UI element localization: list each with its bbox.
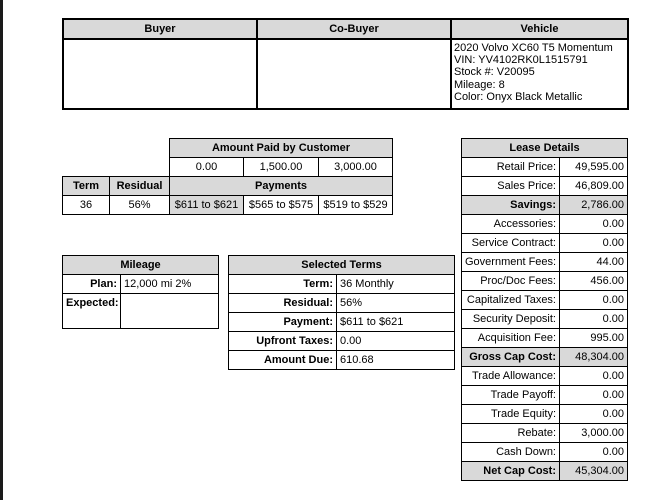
sales-price-label: Sales Price: xyxy=(462,177,560,196)
vehicle-info-cell xyxy=(451,39,628,109)
blank-cell xyxy=(63,139,110,158)
payment-range[interactable]: $519 to $529 xyxy=(319,196,393,215)
trade-equity-label: Trade Equity: xyxy=(462,405,560,424)
acquisition-fee-label: Acquisition Fee: xyxy=(462,329,560,348)
blank-cell xyxy=(110,158,170,177)
cobuyer-header: Co-Buyer xyxy=(257,19,451,39)
mileage-header: Mileage xyxy=(63,256,219,275)
trade-equity-value: 0.00 xyxy=(560,405,628,424)
expected-label: Expected: xyxy=(63,294,121,329)
savings-value: 2,786.00 xyxy=(560,196,628,215)
retail-price-value: 49,595.00 xyxy=(560,158,628,177)
payment-grid-table xyxy=(62,138,393,215)
service-contract-label: Service Contract: xyxy=(462,234,560,253)
residual-value: 56% xyxy=(110,196,170,215)
retail-price-label: Retail Price: xyxy=(462,158,560,177)
buyer-cell xyxy=(63,39,257,109)
buyer-vehicle-table xyxy=(62,18,629,110)
service-contract-value: 0.00 xyxy=(560,234,628,253)
accessories-value: 0.00 xyxy=(560,215,628,234)
lease-details-header: Lease Details xyxy=(462,139,628,158)
residual-value: 56% xyxy=(337,294,455,313)
mileage-table xyxy=(62,255,219,329)
upfront-taxes-label: Upfront Taxes: xyxy=(229,332,337,351)
blank-cell xyxy=(63,158,110,177)
plan-value: 12,000 mi 2% xyxy=(121,275,219,294)
amount-due-value: 610.68 xyxy=(337,351,455,370)
capitalized-taxes-label: Capitalized Taxes: xyxy=(462,291,560,310)
payment-label: Payment: xyxy=(229,313,337,332)
net-cap-cost-label: Net Cap Cost: xyxy=(462,462,560,481)
government-fees-value: 44.00 xyxy=(560,253,628,272)
residual-label: Residual: xyxy=(229,294,337,313)
cash-down-label: Cash Down: xyxy=(462,443,560,462)
trade-allowance-value: 0.00 xyxy=(560,367,628,386)
sales-price-value: 46,809.00 xyxy=(560,177,628,196)
savings-label: Savings: xyxy=(462,196,560,215)
lease-details-table xyxy=(461,138,628,481)
term-label: Term: xyxy=(229,275,337,294)
term-header: Term xyxy=(63,177,110,196)
trade-payoff-label: Trade Payoff: xyxy=(462,386,560,405)
term-value: 36 xyxy=(63,196,110,215)
proc-doc-fees-value: 456.00 xyxy=(560,272,628,291)
upfront-taxes-value: 0.00 xyxy=(337,332,455,351)
gross-cap-cost-value: 48,304.00 xyxy=(560,348,628,367)
trade-payoff-value: 0.00 xyxy=(560,386,628,405)
payment-range-selected[interactable]: $611 to $621 xyxy=(170,196,244,215)
payment-range[interactable]: $565 to $575 xyxy=(244,196,319,215)
rebate-label: Rebate: xyxy=(462,424,560,443)
vehicle-stock: Stock #: V20095 xyxy=(454,66,535,79)
amount-paid-value: 1,500.00 xyxy=(244,158,319,177)
plan-label: Plan: xyxy=(63,275,121,294)
amount-due-label: Amount Due: xyxy=(229,351,337,370)
vehicle-color: Color: Onyx Black Metallic xyxy=(454,90,583,103)
blank-cell xyxy=(110,139,170,158)
selected-terms-header: Selected Terms xyxy=(229,256,455,275)
acquisition-fee-value: 995.00 xyxy=(560,329,628,348)
security-deposit-label: Security Deposit: xyxy=(462,310,560,329)
amount-paid-header: Amount Paid by Customer xyxy=(170,139,393,158)
buyer-header: Buyer xyxy=(63,19,257,39)
proc-doc-fees-label: Proc/Doc Fees: xyxy=(462,272,560,291)
gross-cap-cost-label: Gross Cap Cost: xyxy=(462,348,560,367)
rebate-value: 3,000.00 xyxy=(560,424,628,443)
amount-paid-value: 3,000.00 xyxy=(319,158,393,177)
amount-paid-value: 0.00 xyxy=(170,158,244,177)
government-fees-label: Government Fees: xyxy=(462,253,560,272)
payment-value: $611 to $621 xyxy=(337,313,455,332)
vehicle-header: Vehicle xyxy=(451,19,628,39)
residual-header: Residual xyxy=(110,177,170,196)
vehicle-description: 2020 Volvo XC60 T5 Momentum xyxy=(454,42,613,54)
expected-value xyxy=(121,294,219,329)
net-cap-cost-value: 45,304.00 xyxy=(560,462,628,481)
accessories-label: Accessories: xyxy=(462,215,560,234)
vehicle-mileage: Mileage: 8 xyxy=(454,78,505,91)
trade-allowance-label: Trade Allowance: xyxy=(462,367,560,386)
cash-down-value: 0.00 xyxy=(560,443,628,462)
capitalized-taxes-value: 0.00 xyxy=(560,291,628,310)
term-value: 36 Monthly xyxy=(337,275,455,294)
security-deposit-value: 0.00 xyxy=(560,310,628,329)
cobuyer-cell xyxy=(257,39,451,109)
selected-terms-table xyxy=(228,255,455,370)
payments-header: Payments xyxy=(170,177,393,196)
window-edge xyxy=(0,0,3,500)
vehicle-vin: VIN: YV4102RK0L1515791 xyxy=(454,54,588,67)
